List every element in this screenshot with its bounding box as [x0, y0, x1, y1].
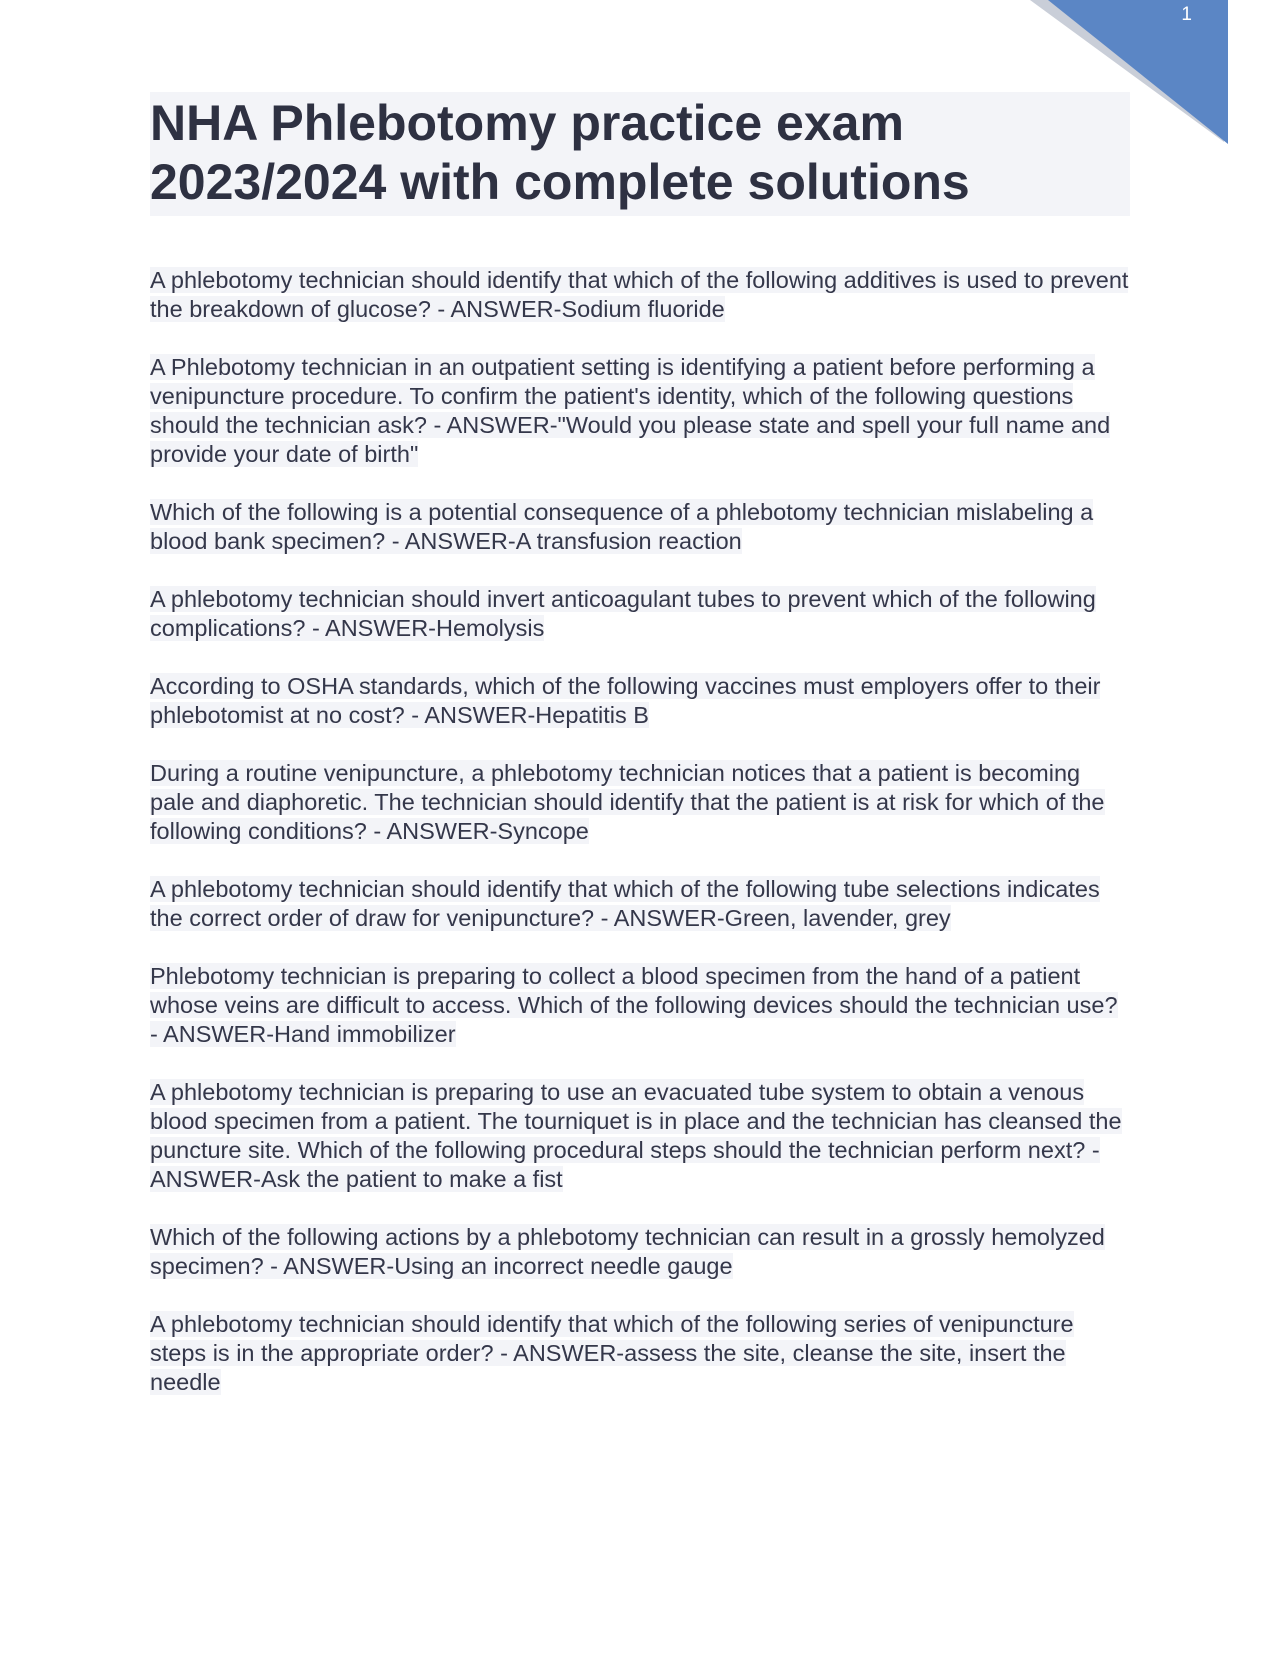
qa-item-text: Which of the following is a potential consequence of a phlebotomy technician mislabeling a blood bank specimen? - ANSWER-A transfusion reaction	[150, 499, 1094, 554]
qa-item-text: A phlebotomy technician should invert anticoagulant tubes to prevent which of the following complications? - ANSWER-Hemolysis	[150, 586, 1096, 641]
qa-item-text: According to OSHA standards, which of the following vaccines must employers offer to their phlebotomist at no cost? - ANSWER-Hepatitis B	[150, 673, 1101, 728]
qa-item-text: A phlebotomy technician is preparing to use an evacuated tube system to obtain a venous blood specimen from a patient. The tourniquet is in place and the technician has cleansed the puncture site. Which of the following procedural steps should the technician perform next? - ANSWER-Ask the patient to make a fist	[150, 1079, 1122, 1192]
qa-item-text: A phlebotomy technician should identify that which of the following tube selections indicates the correct order of draw for venipuncture? - ANSWER-Green, lavender, grey	[150, 876, 1100, 931]
qa-item	[150, 962, 1130, 1049]
qa-item	[150, 1078, 1130, 1194]
qa-item-text: During a routine venipuncture, a phlebotomy technician notices that a patient is becoming pale and diaphoretic. The technician should identify that the patient is at risk for which of the following conditions? - ANSWER-Syncope	[150, 760, 1105, 844]
qa-item-text: Phlebotomy technician is preparing to collect a blood specimen from the hand of a patient whose veins are difficult to access. Which of the following devices should the technician use? - ANSWER-Hand immobilizer	[150, 963, 1118, 1047]
qa-item-text: A Phlebotomy technician in an outpatient setting is identifying a patient before performing a venipuncture procedure. To confirm the patient's identity, which of the following questions should the technician ask? - ANSWER-"Would you please state and spell your full name and provide your date of birth"	[150, 354, 1111, 467]
qa-item	[150, 585, 1130, 643]
qa-item	[150, 759, 1130, 846]
qa-item	[150, 498, 1130, 556]
qa-item-text: A phlebotomy technician should identify that which of the following series of venipuncture steps is in the appropriate order? - ANSWER-assess the site, cleanse the site, insert the needle	[150, 1311, 1074, 1395]
qa-item	[150, 266, 1130, 324]
qa-item	[150, 1310, 1130, 1397]
document-body	[150, 92, 1130, 1426]
document-title: NHA Phlebotomy practice exam 2023/2024 with complete solutions	[150, 92, 1130, 216]
qa-item-text: A phlebotomy technician should identify that which of the following additives is used to prevent the breakdown of glucose? - ANSWER-Sodium fluoride	[150, 267, 1129, 322]
qa-item-text: Which of the following actions by a phlebotomy technician can result in a grossly hemolyzed specimen? - ANSWER-Using an incorrect needle gauge	[150, 1224, 1105, 1279]
qa-item	[150, 672, 1130, 730]
page-number: 1	[1181, 4, 1192, 25]
qa-item	[150, 875, 1130, 933]
qa-item	[150, 1223, 1130, 1281]
qa-item	[150, 353, 1130, 469]
